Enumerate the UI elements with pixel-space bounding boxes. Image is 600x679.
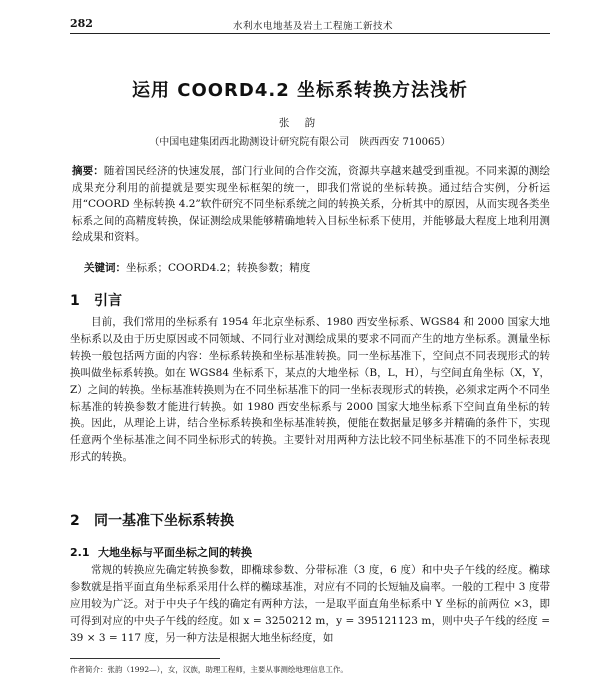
- section-1-title: 引言: [94, 293, 122, 309]
- abstract-label: 摘要：: [72, 165, 104, 177]
- section-1-number: 1: [70, 293, 80, 309]
- keywords-label: 关键词：: [84, 262, 126, 274]
- header-rule: [70, 33, 550, 34]
- section-2-1-paragraph: 常规的转换应先确定转换参数，即椭球参数、分带标准（3 度，6 度）和中央子午线的经度。椭球参数就是指平面直角坐标系采用什么样的椭球基准，对应有不同的长短轴及扁率。一般的工程中 3 度带应用较为广泛。对于中央子午线的确定有两种方法，一是取平面直角坐标系中 Y 坐标的前两位 ×3，即可得到对应的中央子午线的经度。如 x = 3250212 m，y = 395121123 m，则中央子午线的经度 = 39 × 3 = 117 度，另一种方法是根据大地坐标经度，如: [70, 564, 550, 644]
- abstract: [72, 163, 550, 246]
- section-1-paragraph: 目前，我们常用的坐标系有 1954 年北京坐标系、1980 西安坐标系、WGS84 和 2000 国家大地坐标系以及由于历史原因或不同领域、不同行业对测绘成果的要求不同而产生的地方坐标系。测量坐标转换一般包括两方面的内容：坐标系转换和坐标基准转换。同一坐标基准下，空间点不同表现形式的转换叫做坐标系转换。如在 WGS84 坐标系下，某点的大地坐标（B，L，H），与空间直角坐标（X，Y，Z）之间的转换。坐标基准转换则为在不同坐标基准下的同一坐标表现形式的转换，必须求定两个不同坐标基准的转换参数才能进行转换。如 1980 西安坐标系与 2000 国家大地坐标系下空间直角坐标的转换。因此，从理论上讲，结合坐标系转换和坐标基准转换，便能在数据量足够多并精确的条件下，实现任意两个坐标基准之间不同坐标形式的转换。主要针对用两种方法比较不同坐标基准下的不同坐标表现形式的转换。: [70, 316, 550, 464]
- page-header: [70, 17, 550, 31]
- keywords: [84, 260, 550, 275]
- author: 张 韵: [278, 117, 322, 129]
- section-2-1-heading: [70, 544, 252, 560]
- page-number: 282: [70, 17, 93, 30]
- footnote-rule: [70, 658, 220, 659]
- section-2-1-number: 2.1: [70, 546, 90, 559]
- journal-title: 水利水电地基及岩土工程施工新技术: [233, 21, 394, 32]
- abstract-text: 随着国民经济的快速发展，部门行业间的合作交流，资源共享越来越受到重视。不同来源的测绘成果充分利用的前提就是要实现坐标框架的统一，即我们常说的坐标转换。通过结合实例，分析运用“COORD 坐标转换 4.2”软件研究不同坐标系统之间的转换关系，分析其中的原因，从而实现各类坐标系之间的高精度转换，保证测绘成果能够精确地转入目标坐标系下使用，并能够最大程度上地利用测绘成果和资料。: [72, 165, 550, 243]
- keywords-text: 坐标系；COORD4.2；转换参数；精度: [126, 262, 311, 274]
- affiliation: （中国电建集团西北勘测设计研究院有限公司 陕西西安 710065）: [149, 137, 451, 148]
- section-2-heading: [70, 510, 234, 530]
- section-1-heading: [70, 290, 122, 310]
- footnote: 作者简介：张韵（1992—），女，汉族，助理工程师，主要从事测绘地理信息工作。: [70, 665, 348, 674]
- paper-title: 运用 COORD4.2 坐标系转换方法浅析: [131, 80, 469, 101]
- section-2-number: 2: [70, 513, 80, 529]
- section-2-1-title: 大地坐标与平面坐标之间的转换: [98, 546, 252, 559]
- section-2-title: 同一基准下坐标系转换: [94, 513, 234, 529]
